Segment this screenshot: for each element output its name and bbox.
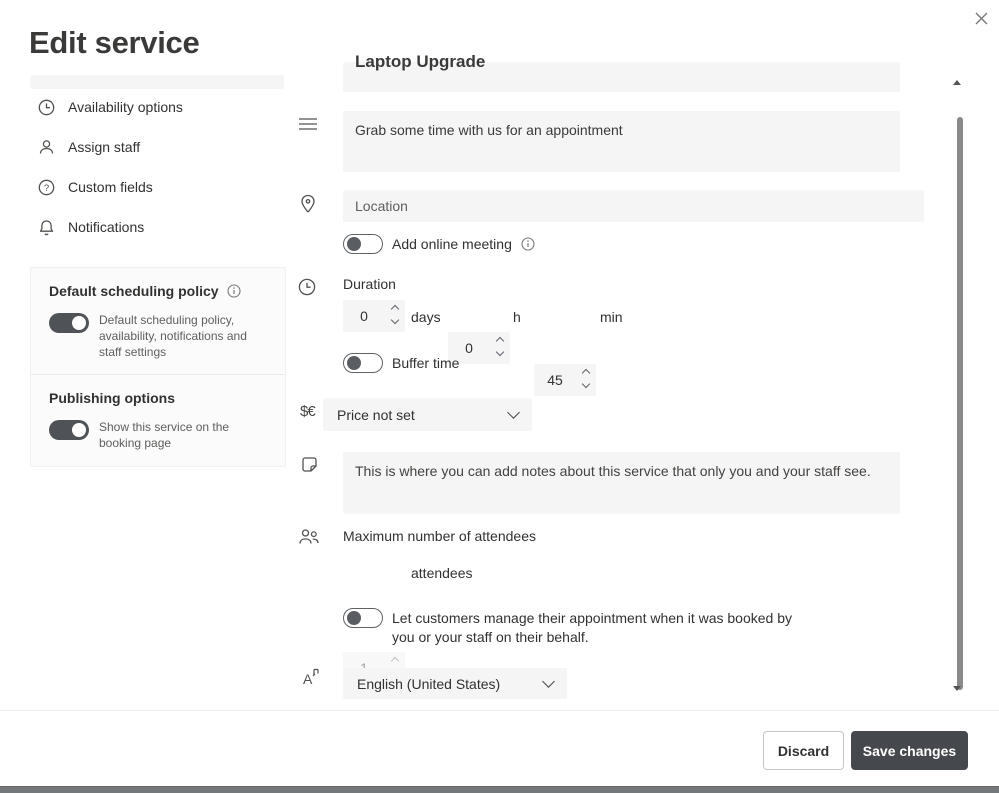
buffer-time-label: Buffer time bbox=[392, 355, 460, 371]
publishing-options-title: Publishing options bbox=[49, 390, 175, 407]
location-input[interactable] bbox=[343, 190, 924, 222]
publishing-description: Show this service on the booking page bbox=[99, 420, 230, 451]
sidebar-item-label: Assign staff bbox=[68, 139, 141, 155]
chevron-down-icon bbox=[542, 675, 555, 688]
window-bottom-edge bbox=[0, 786, 999, 793]
language-dropdown[interactable] bbox=[343, 668, 567, 699]
sidebar-item-custom-fields[interactable] bbox=[30, 171, 284, 203]
customer-manage-toggle[interactable] bbox=[343, 608, 383, 628]
scrollbar-down-arrow[interactable] bbox=[953, 686, 961, 691]
language-value: English (United States) bbox=[357, 675, 501, 692]
spin-up-icon[interactable] bbox=[391, 657, 399, 665]
notes-textarea[interactable] bbox=[343, 452, 900, 514]
duration-days-spinner[interactable] bbox=[343, 300, 405, 332]
page-title: Edit service bbox=[29, 25, 200, 60]
svg-text:A: A bbox=[303, 671, 313, 687]
save-changes-button[interactable] bbox=[851, 731, 968, 770]
spin-down-icon[interactable] bbox=[391, 316, 399, 324]
spin-up-icon[interactable] bbox=[496, 337, 504, 345]
attendees-unit: attendees bbox=[411, 565, 473, 581]
default-scheduling-policy-section bbox=[31, 268, 285, 374]
sidebar-item-availability-options[interactable] bbox=[30, 91, 284, 123]
duration-clock-icon bbox=[298, 278, 316, 296]
duration-minutes-unit: min bbox=[600, 309, 623, 325]
spin-up-icon[interactable] bbox=[582, 369, 590, 377]
language-icon bbox=[300, 667, 322, 687]
price-value: Price not set bbox=[337, 406, 415, 423]
svg-text:?: ? bbox=[43, 182, 50, 194]
description-lines-icon bbox=[297, 115, 319, 133]
scheduling-policy-toggle[interactable] bbox=[49, 313, 89, 333]
duration-days-value: 0 bbox=[360, 308, 368, 324]
customer-manage-label: Let customers manage their appointment when it was booked by you or your staff on their behalf. bbox=[392, 610, 793, 645]
notes-icon bbox=[300, 455, 319, 474]
close-icon bbox=[975, 12, 988, 25]
footer-divider bbox=[0, 710, 999, 711]
sidebar-item-assign-staff[interactable] bbox=[30, 131, 284, 163]
settings-card bbox=[30, 267, 286, 467]
chevron-down-icon bbox=[507, 406, 520, 419]
duration-label: Duration bbox=[343, 276, 396, 292]
sidebar-item-label: Custom fields bbox=[68, 179, 153, 195]
discard-label: Discard bbox=[777, 742, 830, 759]
service-name-input[interactable] bbox=[343, 52, 900, 92]
scrollbar-up-arrow[interactable] bbox=[953, 80, 961, 85]
buffer-time-row bbox=[343, 353, 459, 373]
publishing-toggle[interactable] bbox=[49, 420, 89, 440]
online-meeting-toggle[interactable] bbox=[343, 234, 383, 254]
price-currency-icon: $€ bbox=[300, 403, 315, 420]
sidebar-item-label: Availability options bbox=[68, 99, 183, 115]
sidebar bbox=[30, 91, 284, 243]
customer-manage-row bbox=[343, 608, 817, 647]
clock-icon bbox=[38, 99, 55, 116]
people-icon bbox=[298, 528, 320, 546]
bell-icon bbox=[38, 219, 55, 236]
scrollbar-thumb[interactable] bbox=[957, 117, 963, 690]
sidebar-item-notifications[interactable] bbox=[30, 211, 284, 243]
question-icon bbox=[38, 179, 55, 196]
sidebar-item-label: Notifications bbox=[68, 219, 145, 235]
price-dropdown[interactable] bbox=[323, 398, 532, 431]
save-changes-label: Save changes bbox=[862, 742, 957, 759]
online-meeting-row bbox=[343, 234, 535, 254]
info-icon[interactable] bbox=[227, 284, 241, 298]
duration-minutes-value: 45 bbox=[547, 372, 563, 388]
service-name-value: Laptop Upgrade bbox=[355, 52, 486, 71]
location-pin-icon bbox=[299, 194, 317, 214]
discard-button[interactable] bbox=[763, 731, 844, 770]
buffer-time-toggle[interactable] bbox=[343, 353, 383, 373]
scheduling-policy-title: Default scheduling policy bbox=[49, 283, 219, 299]
online-meeting-label: Add online meeting bbox=[392, 236, 512, 252]
scheduling-policy-description: Default scheduling policy, availability, notifications and staff settings bbox=[99, 313, 247, 359]
sidebar-item-clipped[interactable] bbox=[30, 75, 284, 89]
duration-minutes-spinner[interactable] bbox=[534, 364, 596, 396]
info-icon[interactable] bbox=[521, 237, 535, 251]
person-icon bbox=[38, 139, 55, 156]
description-textarea[interactable] bbox=[343, 111, 900, 172]
spin-up-icon[interactable] bbox=[391, 305, 399, 313]
duration-days-unit: days bbox=[411, 309, 441, 325]
spin-down-icon[interactable] bbox=[496, 348, 504, 356]
publishing-options-section bbox=[31, 374, 285, 466]
duration-hours-unit: h bbox=[513, 309, 521, 325]
close-button[interactable] bbox=[969, 6, 993, 30]
spin-down-icon[interactable] bbox=[582, 380, 590, 388]
attendees-label: Maximum number of attendees bbox=[343, 528, 536, 544]
duration-hours-value: 0 bbox=[465, 340, 473, 356]
